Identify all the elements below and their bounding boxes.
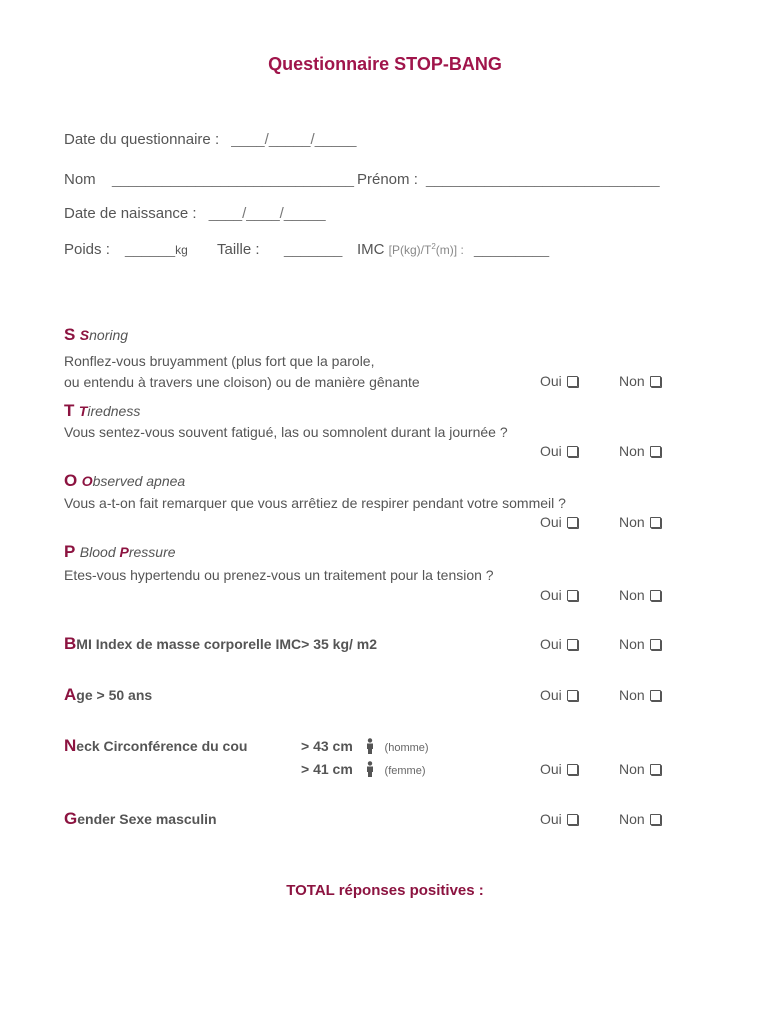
poids-unit: kg xyxy=(175,243,188,257)
neck-non-option[interactable]: Non xyxy=(619,761,661,777)
section-observed-apnea-heading: O Observed apnea xyxy=(64,471,186,490)
imc-label: IMC xyxy=(357,241,385,258)
checkbox-icon[interactable] xyxy=(650,639,661,650)
blood-pressure-non-option[interactable]: Non xyxy=(619,587,661,603)
tiredness-question: Vous sentez-vous souvent fatigué, las ou somnolent durant la journée ? xyxy=(64,424,508,440)
observed-apnea-oui-option[interactable]: Oui xyxy=(540,514,578,530)
checkbox-icon[interactable] xyxy=(567,814,578,825)
imc-field[interactable]: _________ xyxy=(473,241,550,258)
checkbox-icon[interactable] xyxy=(650,814,661,825)
snoring-non-option[interactable]: Non xyxy=(619,373,661,389)
nom-field[interactable]: _____________________________ xyxy=(112,171,354,188)
snoring-question-line2: ou entendu à travers une cloison) ou de manière gênante xyxy=(64,374,420,390)
checkbox-icon[interactable] xyxy=(650,517,661,528)
blood-pressure-question: Etes-vous hypertendu ou prenez-vous un traitement pour la tension ? xyxy=(64,567,494,583)
gender-non-option[interactable]: Non xyxy=(619,811,661,827)
date-questionnaire-field[interactable]: ____/_____/_____ xyxy=(231,131,357,148)
section-snoring-heading: S Snoring xyxy=(64,325,129,344)
checkbox-icon[interactable] xyxy=(650,446,661,457)
checkbox-icon[interactable] xyxy=(567,446,578,457)
snoring-oui-option[interactable]: Oui xyxy=(540,373,578,389)
date-naissance-row xyxy=(64,205,326,222)
age-non-option[interactable]: Non xyxy=(619,687,661,703)
imc-formula: $[P(kg)/T^2(m)]$ : xyxy=(388,242,464,257)
checkbox-icon[interactable] xyxy=(567,517,578,528)
checkbox-icon[interactable] xyxy=(650,690,661,701)
prenom-field[interactable]: ____________________________ xyxy=(426,171,660,188)
poids-field[interactable]: ______ xyxy=(125,241,176,258)
date-questionnaire-row xyxy=(64,131,356,148)
section-bmi-heading: BMI Index de masse corporelle IMC> 35 kg/ m2 xyxy=(64,634,378,653)
checkbox-icon[interactable] xyxy=(650,590,661,601)
checkbox-icon[interactable] xyxy=(567,376,578,387)
neck-male-threshold: > 43 cm (homme) xyxy=(301,738,429,754)
date-questionnaire-label: Date du questionnaire : xyxy=(64,131,220,148)
taille-label: Taille : xyxy=(217,241,260,258)
tiredness-non-option[interactable]: Non xyxy=(619,443,661,459)
nom-label: Nom xyxy=(64,171,96,188)
taille-field[interactable]: _______ xyxy=(284,241,343,258)
person-icon xyxy=(365,738,375,754)
section-age-heading: Age > 50 ans xyxy=(64,685,153,704)
person-icon xyxy=(365,761,375,777)
checkbox-icon[interactable] xyxy=(567,690,578,701)
prenom-label: Prénom : xyxy=(357,171,418,188)
poids-label: Poids : xyxy=(64,241,110,258)
bmi-oui-option[interactable]: Oui xyxy=(540,636,578,652)
neck-oui-option[interactable]: Oui xyxy=(540,761,578,777)
tiredness-oui-option[interactable]: Oui xyxy=(540,443,578,459)
neck-female-threshold: > 41 cm (femme) xyxy=(301,761,426,777)
section-gender-heading: Gender Sexe masculin xyxy=(64,809,217,828)
date-naissance-field[interactable]: ____/____/_____ xyxy=(208,205,326,222)
section-tiredness-heading: T Tiredness xyxy=(64,401,141,420)
checkbox-icon[interactable] xyxy=(567,764,578,775)
snoring-question-line1: Ronflez-vous bruyamment (plus fort que la parole, xyxy=(64,353,375,369)
checkbox-icon[interactable] xyxy=(650,376,661,387)
blood-pressure-oui-option[interactable]: Oui xyxy=(540,587,578,603)
date-naissance-label: Date de naissance : xyxy=(64,205,197,222)
gender-oui-option[interactable]: Oui xyxy=(540,811,578,827)
imc-row xyxy=(357,241,549,258)
poids-field-wrap xyxy=(125,241,188,258)
checkbox-icon[interactable] xyxy=(567,590,578,601)
page-title: Questionnaire STOP-BANG xyxy=(268,54,502,74)
observed-apnea-non-option[interactable]: Non xyxy=(619,514,661,530)
bmi-non-option[interactable]: Non xyxy=(619,636,661,652)
section-neck-heading: Neck Circonférence du cou xyxy=(64,736,248,755)
checkbox-icon[interactable] xyxy=(650,764,661,775)
observed-apnea-question: Vous a-t-on fait remarquer que vous arrêtiez de respirer pendant votre sommeil ? xyxy=(64,495,566,511)
age-oui-option[interactable]: Oui xyxy=(540,687,578,703)
section-blood-pressure-heading: P Blood Pressure xyxy=(64,542,176,561)
checkbox-icon[interactable] xyxy=(567,639,578,650)
total-positive-answers: TOTAL réponses positives : xyxy=(286,882,484,899)
